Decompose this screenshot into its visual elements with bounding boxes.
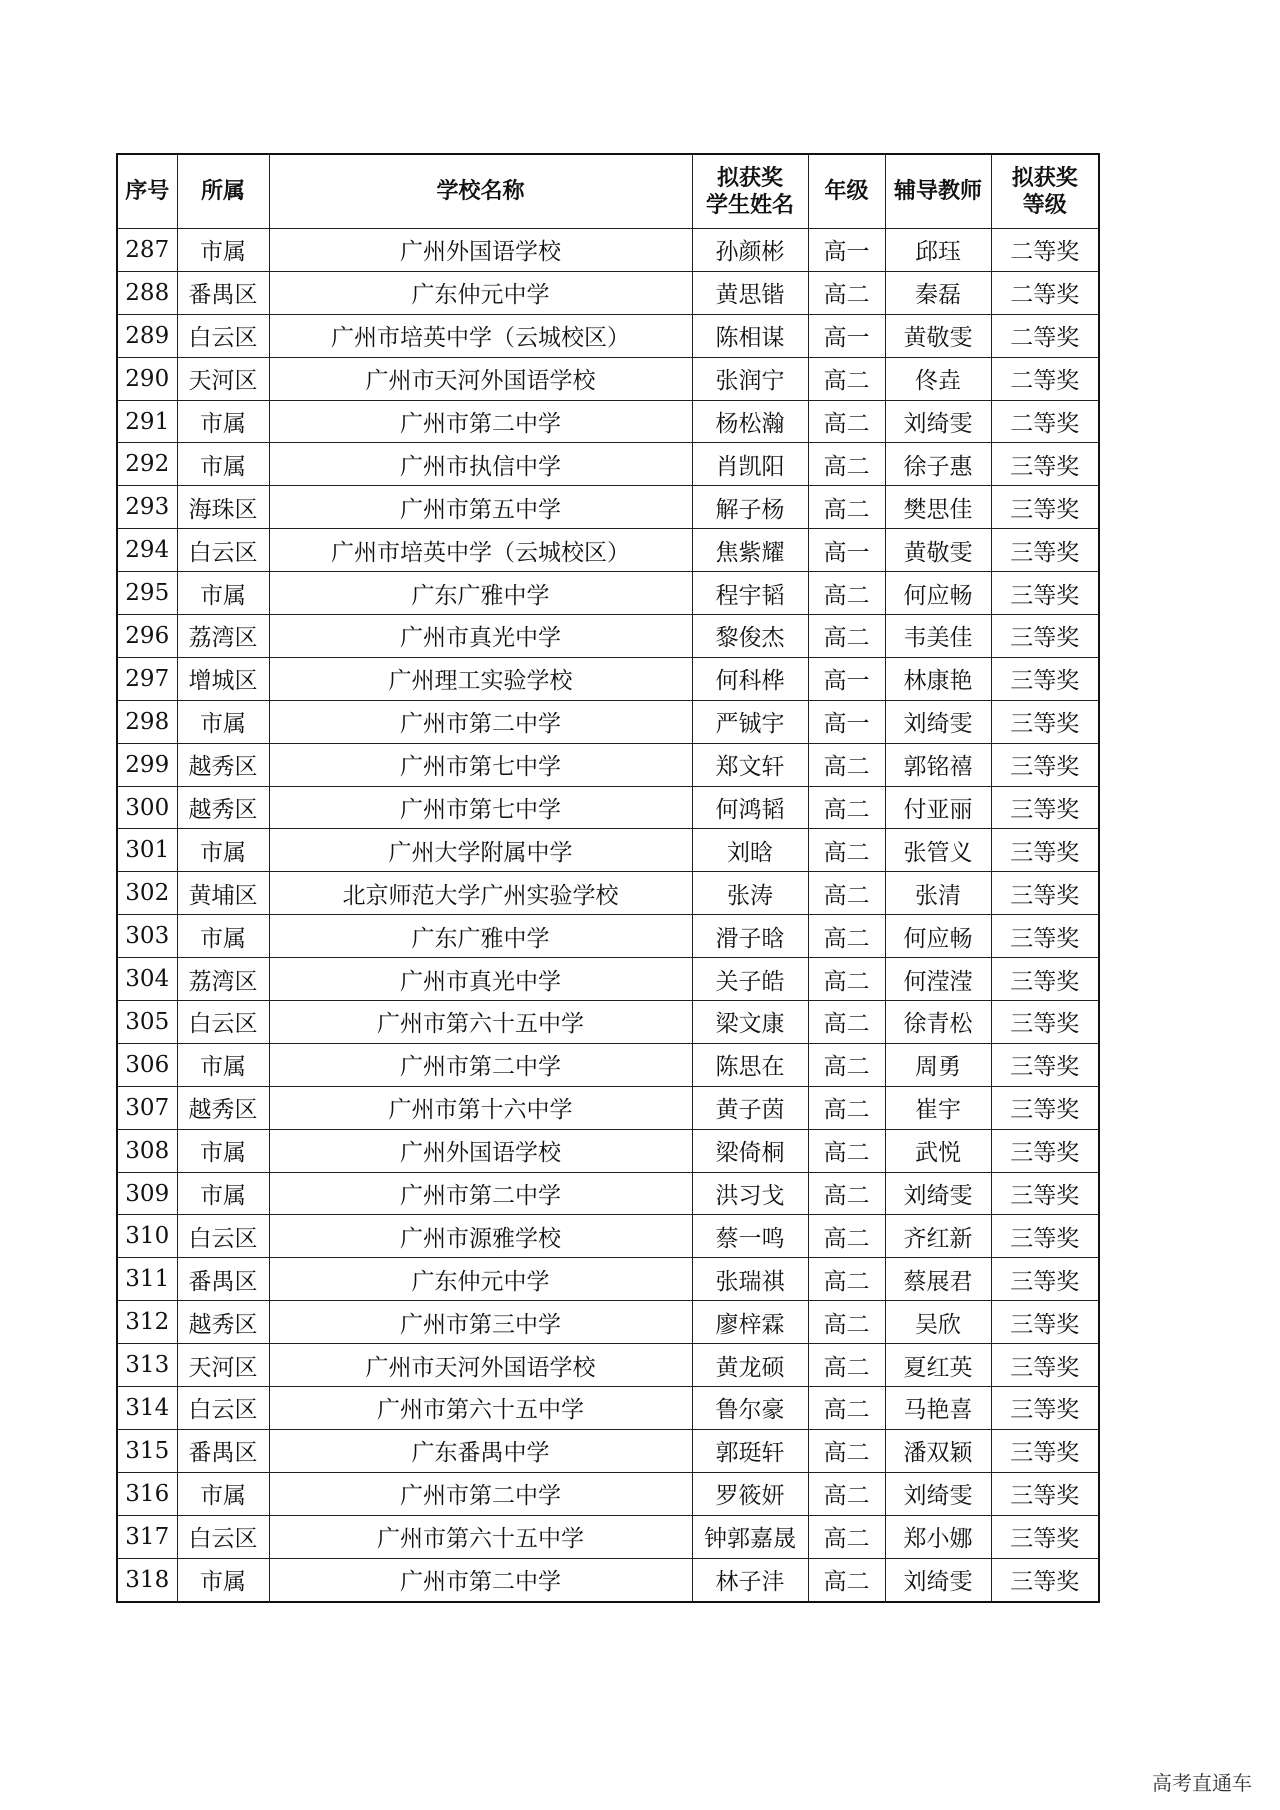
cell-award: 三等奖 (991, 1558, 1099, 1601)
cell-district: 天河区 (177, 357, 269, 400)
cell-index: 314 (117, 1387, 177, 1430)
cell-grade: 高一 (808, 529, 885, 572)
cell-award: 三等奖 (991, 1472, 1099, 1515)
cell-school: 广东仲元中学 (269, 1258, 692, 1301)
cell-award: 二等奖 (991, 314, 1099, 357)
cell-student: 洪习戈 (692, 1172, 808, 1215)
cell-teacher: 马艳喜 (885, 1387, 991, 1430)
cell-teacher: 黄敬雯 (885, 529, 991, 572)
header-student-line1: 拟获奖 (716, 165, 783, 191)
cell-teacher: 刘绮雯 (885, 400, 991, 443)
cell-grade: 高二 (808, 1258, 885, 1301)
cell-teacher: 郭铭禧 (885, 743, 991, 786)
cell-index: 297 (117, 657, 177, 700)
cell-district: 市属 (177, 443, 269, 486)
cell-teacher: 徐子惠 (885, 443, 991, 486)
cell-student: 程宇韬 (692, 572, 808, 615)
cell-index: 309 (117, 1172, 177, 1215)
cell-school: 广州市第五中学 (269, 486, 692, 529)
cell-grade: 高一 (808, 700, 885, 743)
cell-school: 广州市第六十五中学 (269, 1515, 692, 1558)
header-teacher: 辅导教师 (885, 154, 991, 229)
cell-award: 三等奖 (991, 1129, 1099, 1172)
cell-district: 荔湾区 (177, 615, 269, 658)
cell-award: 二等奖 (991, 229, 1099, 272)
cell-award: 三等奖 (991, 1301, 1099, 1344)
cell-index: 307 (117, 1086, 177, 1129)
cell-grade: 高二 (808, 1215, 885, 1258)
cell-district: 白云区 (177, 1515, 269, 1558)
cell-index: 310 (117, 1215, 177, 1258)
cell-school: 广州大学附属中学 (269, 829, 692, 872)
cell-award: 三等奖 (991, 700, 1099, 743)
cell-index: 311 (117, 1258, 177, 1301)
cell-district: 增城区 (177, 657, 269, 700)
table-row (117, 486, 1099, 529)
cell-teacher: 刘绮雯 (885, 1172, 991, 1215)
cell-school: 广东广雅中学 (269, 572, 692, 615)
cell-index: 294 (117, 529, 177, 572)
table-row (117, 657, 1099, 700)
header-student-line2: 学生姓名 (705, 192, 794, 218)
cell-grade: 高二 (808, 1558, 885, 1601)
table-body (117, 229, 1099, 1602)
cell-district: 市属 (177, 1472, 269, 1515)
cell-index: 315 (117, 1429, 177, 1472)
cell-award: 二等奖 (991, 357, 1099, 400)
cell-district: 白云区 (177, 1001, 269, 1044)
cell-district: 番禺区 (177, 1429, 269, 1472)
cell-district: 白云区 (177, 529, 269, 572)
cell-teacher: 韦美佳 (885, 615, 991, 658)
cell-award: 三等奖 (991, 529, 1099, 572)
table-header-row (117, 154, 1099, 229)
cell-award: 三等奖 (991, 915, 1099, 958)
cell-index: 292 (117, 443, 177, 486)
cell-teacher: 邱珏 (885, 229, 991, 272)
cell-award: 三等奖 (991, 1001, 1099, 1044)
table-row (117, 1086, 1099, 1129)
cell-school: 广州市第二中学 (269, 1172, 692, 1215)
cell-district: 越秀区 (177, 1301, 269, 1344)
table-row (117, 1043, 1099, 1086)
cell-teacher: 吴欣 (885, 1301, 991, 1344)
cell-district: 黄埔区 (177, 872, 269, 915)
cell-teacher: 黄敬雯 (885, 314, 991, 357)
cell-teacher: 郑小娜 (885, 1515, 991, 1558)
cell-index: 288 (117, 271, 177, 314)
cell-award: 三等奖 (991, 786, 1099, 829)
cell-grade: 高二 (808, 786, 885, 829)
cell-school: 广州市第七中学 (269, 786, 692, 829)
table-row (117, 615, 1099, 658)
cell-index: 313 (117, 1344, 177, 1387)
cell-grade: 高二 (808, 1001, 885, 1044)
cell-award: 三等奖 (991, 1172, 1099, 1215)
cell-school: 广州市第二中学 (269, 1043, 692, 1086)
cell-school: 广州市第十六中学 (269, 1086, 692, 1129)
cell-award: 三等奖 (991, 443, 1099, 486)
cell-school: 广州市培英中学（云城校区） (269, 529, 692, 572)
cell-grade: 高二 (808, 1086, 885, 1129)
cell-teacher: 齐红新 (885, 1215, 991, 1258)
table-row (117, 1172, 1099, 1215)
cell-award: 三等奖 (991, 1215, 1099, 1258)
cell-award: 三等奖 (991, 1387, 1099, 1430)
cell-grade: 高二 (808, 1515, 885, 1558)
cell-teacher: 崔宇 (885, 1086, 991, 1129)
header-district: 所属 (177, 154, 269, 229)
cell-teacher: 周勇 (885, 1043, 991, 1086)
table-row (117, 1387, 1099, 1430)
cell-student: 梁倚桐 (692, 1129, 808, 1172)
table-row (117, 1301, 1099, 1344)
table-row (117, 529, 1099, 572)
cell-district: 海珠区 (177, 486, 269, 529)
cell-award: 三等奖 (991, 1515, 1099, 1558)
cell-student: 梁文康 (692, 1001, 808, 1044)
cell-teacher: 潘双颖 (885, 1429, 991, 1472)
cell-grade: 高二 (808, 572, 885, 615)
cell-teacher: 何滢滢 (885, 958, 991, 1001)
cell-school: 广州市第七中学 (269, 743, 692, 786)
cell-school: 广州外国语学校 (269, 229, 692, 272)
table-row (117, 700, 1099, 743)
cell-student: 关子皓 (692, 958, 808, 1001)
cell-school: 广州市第六十五中学 (269, 1387, 692, 1430)
cell-grade: 高二 (808, 1172, 885, 1215)
cell-district: 越秀区 (177, 786, 269, 829)
cell-index: 300 (117, 786, 177, 829)
cell-student: 张瑞祺 (692, 1258, 808, 1301)
cell-index: 304 (117, 958, 177, 1001)
header-award-line1: 拟获奖 (1011, 165, 1078, 191)
cell-grade: 高一 (808, 657, 885, 700)
cell-award: 三等奖 (991, 1429, 1099, 1472)
cell-student: 刘晗 (692, 829, 808, 872)
cell-student: 黄思锴 (692, 271, 808, 314)
cell-teacher: 夏红英 (885, 1344, 991, 1387)
cell-grade: 高二 (808, 1043, 885, 1086)
cell-district: 番禺区 (177, 271, 269, 314)
cell-award: 三等奖 (991, 1043, 1099, 1086)
cell-award: 二等奖 (991, 271, 1099, 314)
table-row (117, 1258, 1099, 1301)
cell-district: 市属 (177, 700, 269, 743)
cell-student: 严铖宇 (692, 700, 808, 743)
cell-award: 三等奖 (991, 1344, 1099, 1387)
cell-school: 广东仲元中学 (269, 271, 692, 314)
table-row (117, 1515, 1099, 1558)
header-student (692, 154, 808, 229)
cell-grade: 高二 (808, 1301, 885, 1344)
header-award (991, 154, 1099, 229)
cell-school: 广州市源雅学校 (269, 1215, 692, 1258)
cell-district: 白云区 (177, 1387, 269, 1430)
cell-award: 二等奖 (991, 400, 1099, 443)
cell-teacher: 蔡展君 (885, 1258, 991, 1301)
cell-grade: 高一 (808, 314, 885, 357)
cell-student: 罗筱妍 (692, 1472, 808, 1515)
table-row (117, 829, 1099, 872)
cell-district: 市属 (177, 1172, 269, 1215)
table-row (117, 271, 1099, 314)
cell-district: 市属 (177, 1558, 269, 1601)
cell-student: 焦紫耀 (692, 529, 808, 572)
cell-index: 306 (117, 1043, 177, 1086)
cell-index: 317 (117, 1515, 177, 1558)
cell-grade: 高二 (808, 400, 885, 443)
cell-award: 三等奖 (991, 872, 1099, 915)
cell-student: 黄子茵 (692, 1086, 808, 1129)
cell-grade: 高二 (808, 829, 885, 872)
cell-student: 杨松瀚 (692, 400, 808, 443)
cell-grade: 高二 (808, 615, 885, 658)
cell-district: 番禺区 (177, 1258, 269, 1301)
cell-teacher: 樊思佳 (885, 486, 991, 529)
cell-award: 三等奖 (991, 572, 1099, 615)
cell-district: 天河区 (177, 1344, 269, 1387)
cell-school: 广州市第三中学 (269, 1301, 692, 1344)
cell-school: 广州市天河外国语学校 (269, 357, 692, 400)
cell-student: 肖凯阳 (692, 443, 808, 486)
table-row (117, 229, 1099, 272)
cell-award: 三等奖 (991, 615, 1099, 658)
cell-school: 广州市第二中学 (269, 700, 692, 743)
cell-district: 白云区 (177, 314, 269, 357)
cell-award: 三等奖 (991, 829, 1099, 872)
cell-grade: 高二 (808, 872, 885, 915)
cell-district: 市属 (177, 229, 269, 272)
cell-school: 北京师范大学广州实验学校 (269, 872, 692, 915)
cell-grade: 高二 (808, 915, 885, 958)
cell-grade: 高二 (808, 1344, 885, 1387)
cell-district: 市属 (177, 1129, 269, 1172)
cell-index: 305 (117, 1001, 177, 1044)
cell-grade: 高二 (808, 1472, 885, 1515)
cell-teacher: 付亚丽 (885, 786, 991, 829)
cell-teacher: 何应畅 (885, 572, 991, 615)
cell-grade: 高二 (808, 1387, 885, 1430)
cell-district: 荔湾区 (177, 958, 269, 1001)
header-school: 学校名称 (269, 154, 692, 229)
cell-index: 312 (117, 1301, 177, 1344)
table-row (117, 400, 1099, 443)
cell-grade: 高二 (808, 486, 885, 529)
header-grade: 年级 (808, 154, 885, 229)
cell-grade: 高二 (808, 958, 885, 1001)
cell-district: 市属 (177, 829, 269, 872)
cell-school: 广州市真光中学 (269, 958, 692, 1001)
table-row (117, 443, 1099, 486)
table-row (117, 1344, 1099, 1387)
table-row (117, 1001, 1099, 1044)
table-row (117, 357, 1099, 400)
cell-district: 白云区 (177, 1215, 269, 1258)
cell-school: 广州市培英中学（云城校区） (269, 314, 692, 357)
cell-student: 鲁尔豪 (692, 1387, 808, 1430)
cell-school: 广州市真光中学 (269, 615, 692, 658)
cell-student: 蔡一鸣 (692, 1215, 808, 1258)
table-row (117, 786, 1099, 829)
cell-index: 301 (117, 829, 177, 872)
cell-index: 298 (117, 700, 177, 743)
cell-school: 广州外国语学校 (269, 1129, 692, 1172)
cell-index: 289 (117, 314, 177, 357)
cell-teacher: 佟垚 (885, 357, 991, 400)
cell-school: 广东番禺中学 (269, 1429, 692, 1472)
cell-district: 市属 (177, 915, 269, 958)
cell-award: 三等奖 (991, 743, 1099, 786)
cell-teacher: 刘绮雯 (885, 700, 991, 743)
cell-student: 钟郭嘉晟 (692, 1515, 808, 1558)
table-row (117, 572, 1099, 615)
cell-district: 越秀区 (177, 743, 269, 786)
cell-student: 张润宁 (692, 357, 808, 400)
cell-student: 何科桦 (692, 657, 808, 700)
cell-student: 解子杨 (692, 486, 808, 529)
cell-index: 302 (117, 872, 177, 915)
cell-teacher: 刘绮雯 (885, 1558, 991, 1601)
table-row (117, 872, 1099, 915)
cell-index: 290 (117, 357, 177, 400)
table-row (117, 1129, 1099, 1172)
cell-school: 广东广雅中学 (269, 915, 692, 958)
cell-teacher: 刘绮雯 (885, 1472, 991, 1515)
cell-grade: 高二 (808, 743, 885, 786)
cell-district: 市属 (177, 1043, 269, 1086)
cell-school: 广州市第二中学 (269, 1558, 692, 1601)
cell-award: 三等奖 (991, 1086, 1099, 1129)
cell-index: 303 (117, 915, 177, 958)
table-row (117, 1429, 1099, 1472)
cell-student: 何鸿韬 (692, 786, 808, 829)
cell-award: 三等奖 (991, 657, 1099, 700)
cell-student: 张涛 (692, 872, 808, 915)
cell-index: 316 (117, 1472, 177, 1515)
cell-teacher: 秦磊 (885, 271, 991, 314)
cell-school: 广州理工实验学校 (269, 657, 692, 700)
cell-teacher: 张清 (885, 872, 991, 915)
cell-district: 越秀区 (177, 1086, 269, 1129)
cell-school: 广州市第六十五中学 (269, 1001, 692, 1044)
cell-school: 广州市执信中学 (269, 443, 692, 486)
table-row (117, 314, 1099, 357)
header-award-line2: 等级 (1022, 192, 1067, 218)
cell-student: 黎俊杰 (692, 615, 808, 658)
table-row (117, 1472, 1099, 1515)
cell-index: 291 (117, 400, 177, 443)
cell-school: 广州市第二中学 (269, 1472, 692, 1515)
cell-district: 市属 (177, 572, 269, 615)
cell-index: 295 (117, 572, 177, 615)
cell-grade: 高二 (808, 443, 885, 486)
cell-student: 孙颜彬 (692, 229, 808, 272)
cell-grade: 高二 (808, 1429, 885, 1472)
header-index: 序号 (117, 154, 177, 229)
table-row (117, 1215, 1099, 1258)
cell-district: 市属 (177, 400, 269, 443)
cell-student: 郭珽轩 (692, 1429, 808, 1472)
cell-grade: 高二 (808, 1129, 885, 1172)
award-table (116, 153, 1100, 1603)
cell-student: 陈思在 (692, 1043, 808, 1086)
cell-award: 三等奖 (991, 486, 1099, 529)
cell-index: 287 (117, 229, 177, 272)
cell-school: 广州市第二中学 (269, 400, 692, 443)
table-row (117, 743, 1099, 786)
cell-teacher: 林康艳 (885, 657, 991, 700)
cell-student: 郑文轩 (692, 743, 808, 786)
cell-school: 广州市天河外国语学校 (269, 1344, 692, 1387)
cell-teacher: 徐青松 (885, 1001, 991, 1044)
cell-student: 林子沣 (692, 1558, 808, 1601)
cell-grade: 高一 (808, 229, 885, 272)
table-row (117, 1558, 1099, 1601)
cell-student: 黄龙硕 (692, 1344, 808, 1387)
cell-teacher: 武悦 (885, 1129, 991, 1172)
cell-index: 308 (117, 1129, 177, 1172)
cell-teacher: 何应畅 (885, 915, 991, 958)
cell-index: 299 (117, 743, 177, 786)
cell-teacher: 张管义 (885, 829, 991, 872)
cell-index: 293 (117, 486, 177, 529)
cell-student: 廖梓霖 (692, 1301, 808, 1344)
cell-grade: 高二 (808, 271, 885, 314)
cell-student: 陈相谋 (692, 314, 808, 357)
cell-award: 三等奖 (991, 958, 1099, 1001)
cell-student: 滑子晗 (692, 915, 808, 958)
cell-grade: 高二 (808, 357, 885, 400)
cell-index: 296 (117, 615, 177, 658)
cell-award: 三等奖 (991, 1258, 1099, 1301)
table-row (117, 958, 1099, 1001)
table-row (117, 915, 1099, 958)
watermark-text: 高考直通车 (1152, 1771, 1252, 1795)
cell-index: 318 (117, 1558, 177, 1601)
